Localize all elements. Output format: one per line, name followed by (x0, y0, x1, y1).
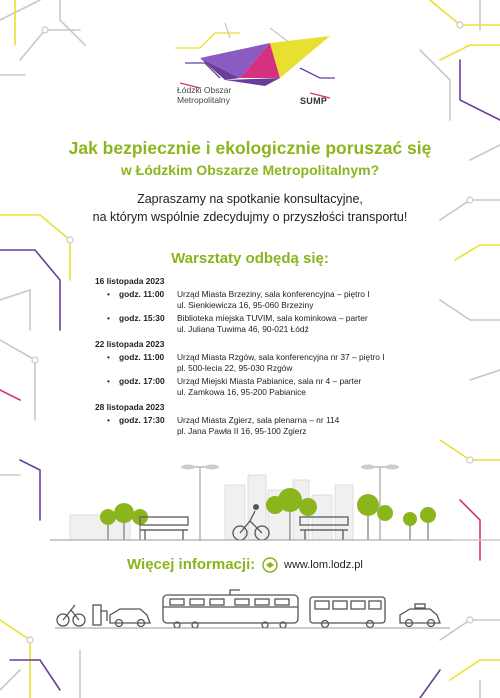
globe-icon (262, 557, 278, 573)
website-link[interactable]: www.lom.lodz.pl (284, 559, 363, 571)
logo-sump-badge: SUMP (300, 96, 328, 106)
workshop-schedule (95, 272, 435, 437)
entry-time: godz. 17:30 (119, 415, 165, 425)
transport-vehicles-illustration (55, 585, 450, 630)
workshops-heading: Warsztaty odbędą się: (171, 250, 329, 267)
entry-address: ul. Zamkowa 16, 95-200 Pabianice (177, 387, 306, 397)
entry-place: Urząd Miasta Zgierz, sala plenarna – nr 114 (177, 415, 340, 425)
entry-address: ul. Juliana Tuwima 46, 90-021 Łódź (177, 324, 309, 334)
schedule-entry (95, 313, 435, 335)
entry-time: godz. 11:00 (119, 352, 165, 362)
entry-address: pl. Jana Pawła II 16, 95-100 Zgierz (177, 426, 307, 436)
entry-time: godz. 15:30 (119, 313, 165, 323)
bullet-icon: • (107, 313, 110, 323)
schedule-date: 22 listopada 2023 (95, 339, 165, 349)
schedule-entry (95, 376, 435, 398)
entry-address: ul. Sienkiewicza 16, 95-060 Brzeziny (177, 300, 314, 310)
schedule-date: 16 listopada 2023 (95, 276, 165, 286)
logo-name-line2: Metropolitalny (177, 95, 230, 105)
schedule-entry (95, 289, 435, 311)
main-title-line2: w Łódzkim Obszarze Metropolitalnym? (120, 162, 380, 178)
bullet-icon: • (107, 289, 110, 299)
bullet-icon: • (107, 352, 110, 362)
city-park-illustration (50, 455, 450, 545)
intro-line2: na którym wspólnie zdecydujmy o przyszłości transportu! (92, 210, 408, 224)
bullet-icon: • (107, 415, 110, 425)
entry-place: Urząd Miejski Miasta Pabianice, sala nr 4 – parter (177, 376, 362, 386)
main-title-line1: Jak bezpiecznie i ekologicznie poruszać się (68, 138, 432, 158)
entry-time: godz. 17:00 (119, 376, 165, 386)
more-info-label: Więcej informacji: (127, 556, 256, 573)
logo-name-line1: Łódzki Obszar (177, 85, 232, 95)
entry-address: pl. 500-lecia 22, 95-030 Rzgów (177, 363, 293, 373)
entry-place: Urząd Miasta Rzgów, sala konferencyjna nr 37 – piętro I (177, 352, 385, 362)
logo-name (177, 85, 231, 105)
schedule-entry (95, 352, 435, 374)
intro-text (0, 190, 500, 226)
entry-place: Urząd Miasta Brzeziny, sala konferencyjna – piętro I (177, 289, 370, 299)
intro-line1: Zapraszamy na spotkanie konsultacyjne, (137, 192, 363, 206)
schedule-date: 28 listopada 2023 (95, 402, 165, 412)
schedule-entry (95, 415, 435, 437)
bullet-icon: • (107, 376, 110, 386)
entry-place: Biblioteka miejska TUVIM, sala kominkowa – parter (177, 313, 368, 323)
entry-time: godz. 11:00 (119, 289, 165, 299)
